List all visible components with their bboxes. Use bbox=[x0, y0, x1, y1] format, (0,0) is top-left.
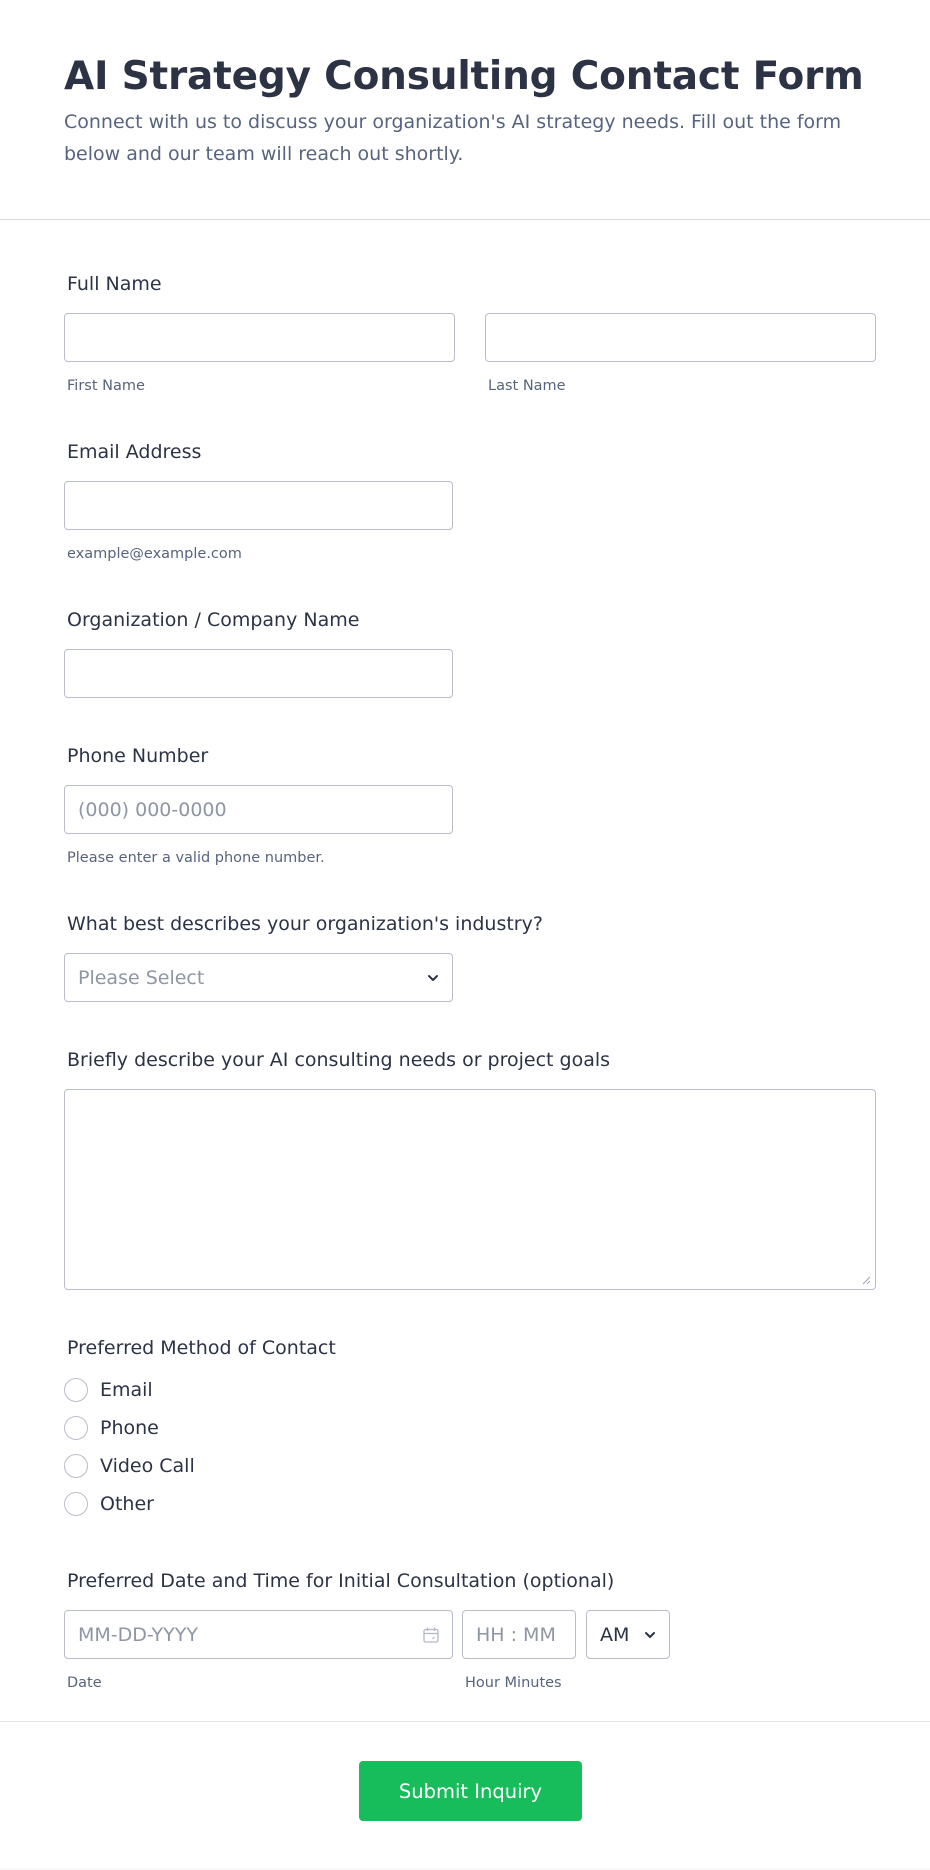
first-name-sublabel: First Name bbox=[67, 378, 145, 394]
email-input[interactable] bbox=[64, 481, 453, 530]
needs-textarea[interactable] bbox=[64, 1089, 876, 1290]
industry-select-value: Please Select bbox=[78, 966, 205, 989]
industry-label: What best describes your organization's industry? bbox=[67, 913, 543, 935]
time-placeholder: HH : MM bbox=[476, 1623, 556, 1646]
first-name-input[interactable] bbox=[64, 313, 455, 362]
radio-button[interactable] bbox=[64, 1378, 88, 1402]
calendar-icon[interactable] bbox=[422, 1626, 440, 1644]
industry-select[interactable] bbox=[64, 953, 453, 1002]
organization-input[interactable] bbox=[64, 649, 453, 698]
date-sublabel: Date bbox=[67, 1675, 102, 1691]
radio-button[interactable] bbox=[64, 1454, 88, 1478]
contact-option-email[interactable] bbox=[64, 1371, 195, 1409]
radio-button[interactable] bbox=[64, 1416, 88, 1440]
radio-label: Phone bbox=[100, 1417, 159, 1439]
date-placeholder: MM-DD-YYYY bbox=[78, 1623, 198, 1646]
last-name-sublabel: Last Name bbox=[488, 378, 566, 394]
radio-label: Other bbox=[100, 1493, 154, 1515]
last-name-input[interactable] bbox=[485, 313, 876, 362]
ampm-value: AM bbox=[600, 1623, 630, 1646]
phone-input[interactable] bbox=[64, 785, 453, 834]
contact-option-other[interactable] bbox=[64, 1485, 195, 1523]
radio-label: Email bbox=[100, 1379, 153, 1401]
form-footer bbox=[0, 1721, 930, 1870]
phone-label: Phone Number bbox=[67, 745, 209, 767]
email-sublabel: example@example.com bbox=[67, 546, 242, 562]
contact-option-video-call[interactable] bbox=[64, 1447, 195, 1485]
form-header bbox=[0, 0, 930, 220]
time-input[interactable] bbox=[462, 1610, 576, 1659]
chevron-down-icon bbox=[643, 1628, 657, 1642]
time-sublabel: Hour Minutes bbox=[465, 1675, 562, 1691]
contact-method-label: Preferred Method of Contact bbox=[67, 1337, 336, 1359]
organization-label: Organization / Company Name bbox=[67, 609, 360, 631]
contact-option-phone[interactable] bbox=[64, 1409, 195, 1447]
radio-button[interactable] bbox=[64, 1492, 88, 1516]
consultation-label: Preferred Date and Time for Initial Consultation (optional) bbox=[67, 1570, 615, 1592]
phone-placeholder: (000) 000-0000 bbox=[78, 798, 227, 821]
ampm-select[interactable] bbox=[586, 1610, 670, 1659]
resize-handle-icon[interactable] bbox=[861, 1275, 871, 1285]
form-description: Connect with us to discuss your organization's AI strategy needs. Fill out the form below and our team will reach out shortly. bbox=[64, 111, 842, 165]
radio-label: Video Call bbox=[100, 1455, 195, 1477]
phone-sublabel: Please enter a valid phone number. bbox=[67, 850, 325, 866]
chevron-down-icon bbox=[426, 971, 440, 985]
email-label: Email Address bbox=[67, 441, 202, 463]
form-title: AI Strategy Consulting Contact Form bbox=[64, 54, 864, 99]
submit-button[interactable]: Submit Inquiry bbox=[359, 1761, 582, 1821]
date-input[interactable] bbox=[64, 1610, 453, 1659]
needs-label: Briefly describe your AI consulting needs or project goals bbox=[67, 1049, 611, 1071]
contact-method-options bbox=[64, 1371, 195, 1523]
full-name-label: Full Name bbox=[67, 273, 162, 295]
